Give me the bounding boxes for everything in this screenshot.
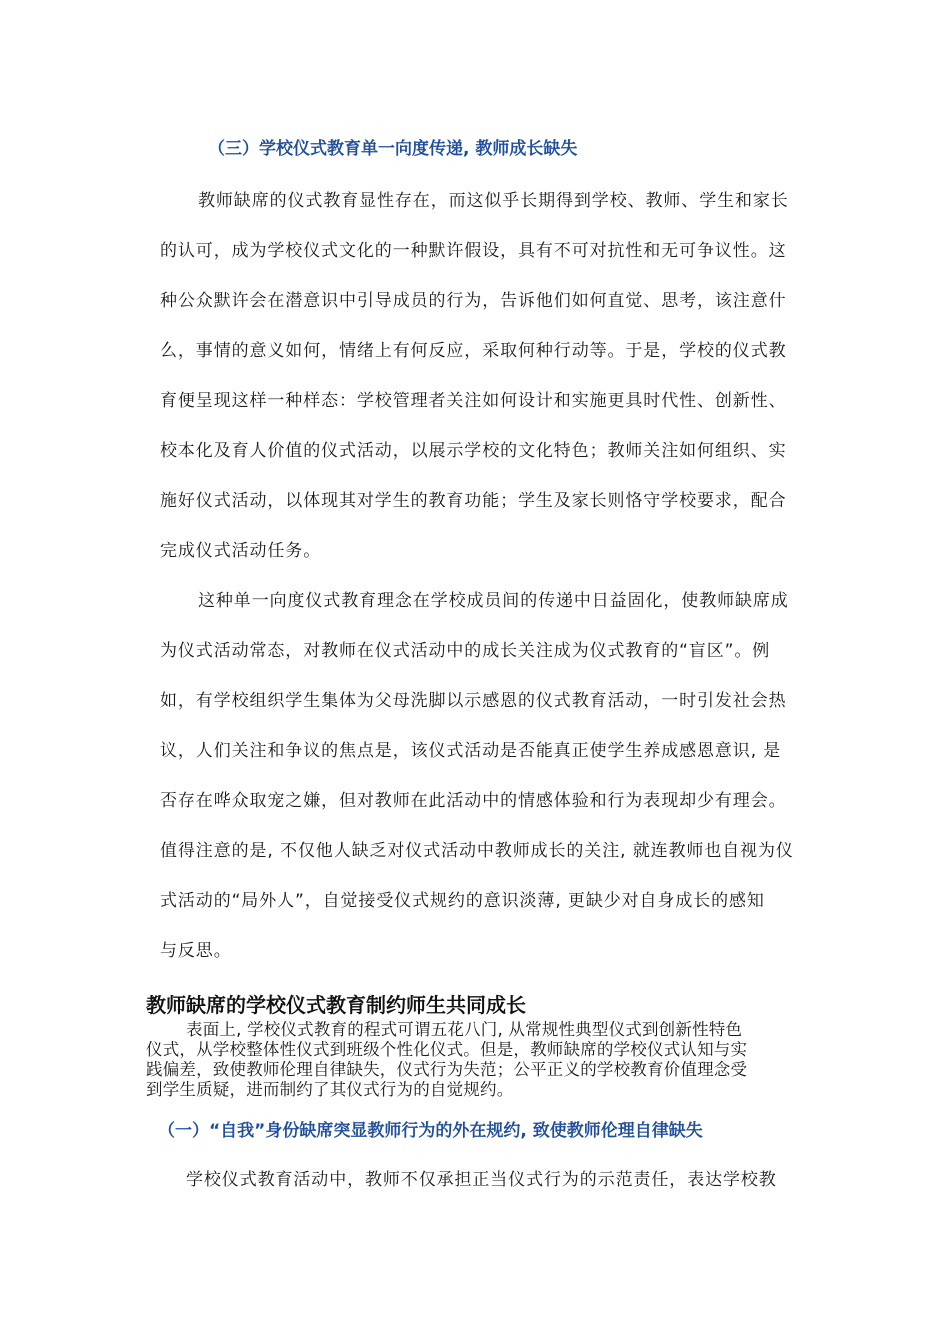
text-line: 到学生质疑，进而制约了其仪式行为的自觉规约。: [146, 1080, 514, 1099]
text-line: 表面上, 学校仪式教育的程式可谓五花八门, 从常规性典型仪式到创新性特色: [186, 1020, 743, 1039]
text-line: 完成仪式活动任务。: [160, 541, 322, 561]
text-line: 践偏差，致使教师伦理自律缺失，仪式行为失范；公平正义的学校教育价值理念受: [146, 1060, 748, 1079]
text-line: 仪式，从学校整体性仪式到班级个性化仪式。但是，教师缺席的学校仪式认知与实: [146, 1040, 748, 1059]
text-line: 式活动的“局外人”，自觉接受仪式规约的意识淡薄, 更缺少对自身成长的感知: [160, 891, 765, 911]
text-line: 否存在哗众取宠之嫌，但对教师在此活动中的情感体验和行为表现却少有理会。: [160, 791, 787, 811]
text-line: 种公众默许会在潜意识中引导成员的行为，告诉他们如何直觉、思考，该注意什: [160, 291, 787, 311]
text-line: 校本化及育人价值的仪式活动，以展示学校的文化特色；教师关注如何组织、实: [160, 441, 787, 461]
text-line: 议，人们关注和争议的焦点是，该仪式活动是否能真正使学生养成感恩意识, 是: [160, 741, 782, 761]
main-section-heading: 教师缺席的学校仪式教育制约师生共同成长: [146, 993, 526, 1017]
text-line: 育便呈现这样一种样态：学校管理者关注如何设计和实施更具时代性、创新性、: [160, 391, 787, 411]
section-heading-1: （一）“自我”身份缺席突显教师行为的外在规约, 致使教师伦理自律缺失: [158, 1121, 703, 1141]
text-line: 的认可，成为学校仪式文化的一种默许假设，具有不可对抗性和无可争议性。这: [160, 241, 787, 261]
text-line: 教师缺席的仪式教育显性存在，而这似乎长期得到学校、教师、学生和家长: [198, 191, 789, 211]
text-line: 值得注意的是, 不仅他人缺乏对仪式活动中教师成长的关注, 就连教师也自视为仪: [160, 841, 794, 861]
text-line: 学校仪式教育活动中，教师不仅承担正当仪式行为的示范责任，表达学校教: [186, 1170, 777, 1190]
text-line: 施好仪式活动，以体现其对学生的教育功能；学生及家长则恪守学校要求，配合: [160, 491, 787, 511]
text-line: 么，事情的意义如何，情绪上有何反应，采取何种行动等。于是，学校的仪式教: [160, 341, 787, 361]
text-line: 这种单一向度仪式教育理念在学校成员间的传递中日益固化，使教师缺席成: [198, 591, 789, 611]
section-heading-3: （三）学校仪式教育单一向度传递, 教师成长缺失: [208, 139, 578, 159]
text-line: 为仪式活动常态，对教师在仪式活动中的成长关注成为仪式教育的“盲区”。例: [160, 641, 771, 661]
text-line: 如，有学校组织学生集体为父母洗脚以示感恩的仪式教育活动，一时引发社会热: [160, 691, 787, 711]
text-line: 与反思。: [160, 941, 232, 961]
